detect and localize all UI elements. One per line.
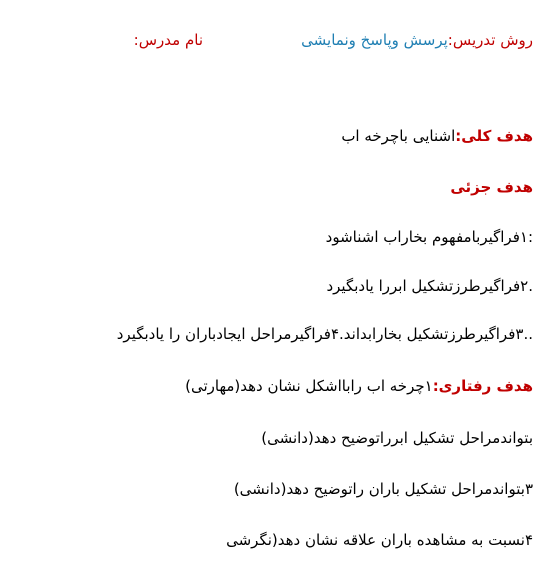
behavioral-goal-item-4: ۴نسبت به مشاهده باران علاقه نشان دهد(نگرشی bbox=[226, 531, 533, 549]
partial-goal-heading: هدف جزئی bbox=[450, 178, 533, 196]
general-goal-value: اشنایی باچرخه اب bbox=[341, 127, 456, 145]
teacher-name-label: نام مدرس: bbox=[133, 31, 203, 49]
behavioral-goal-line bbox=[185, 376, 533, 396]
behavioral-goal-label: هدف رفتاری: bbox=[432, 377, 533, 395]
partial-goal-item-3: ..۳فراگیرطرزتشکیل بخارابداند.۴فراگیرمراحل ایجادباران را یادبگیرد bbox=[116, 325, 533, 343]
general-goal-label: هدف کلی: bbox=[455, 127, 533, 145]
general-goal-line bbox=[341, 126, 533, 146]
behavioral-goal-item-3: ۳بتواندمراحل تشکیل باران راتوضیح دهد(دانشی) bbox=[233, 480, 533, 498]
header-method-line bbox=[301, 30, 533, 50]
behavioral-goal-item-2: بتواندمراحل تشکیل ابرراتوضیح دهد(دانشی) bbox=[261, 429, 533, 447]
partial-goal-item-1: :۱فراگیرباﻣﻔﻬﻮﻡ ﺑﺨﺎﺭﺍﺏ ﺍﺷﻨﺎﺷﻮﺩ bbox=[325, 228, 533, 246]
teaching-method-label: روش تدریس: bbox=[447, 31, 533, 49]
behavioral-goal-value: ۱چرخه اب رابااشکل نشان دهد(مهارتی) bbox=[185, 377, 433, 395]
teaching-method-value: پرسش وپاسخ ونمایشی bbox=[301, 31, 448, 49]
partial-goal-item-2: .۲فراگیرطرزتشکیل ابررا یادبگیرد bbox=[326, 277, 533, 295]
